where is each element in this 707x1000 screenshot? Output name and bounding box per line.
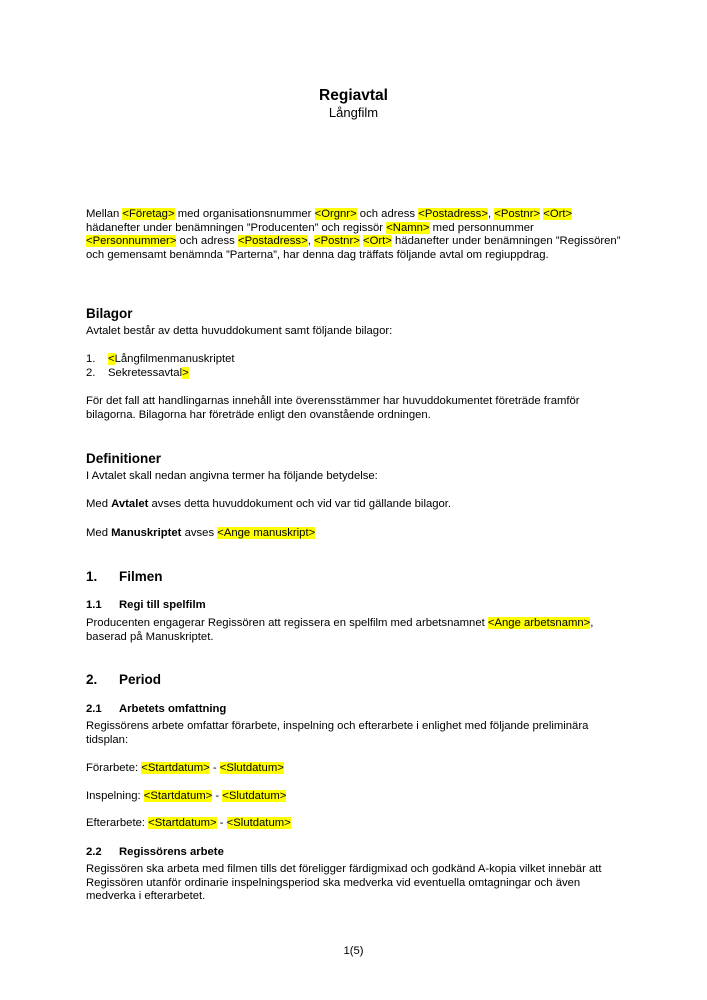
placeholder-personnummer: <Personnummer> xyxy=(86,235,177,247)
definition-manuskriptet xyxy=(86,527,626,541)
section-1 xyxy=(86,569,626,585)
text: I Avtalet skall nedan angivna termer ha följande betydelse: xyxy=(86,470,378,482)
period-efterarbete xyxy=(86,817,626,831)
text: Med xyxy=(86,498,112,510)
period-forarbete xyxy=(86,762,626,776)
section-definitioner xyxy=(86,451,626,467)
term: Manuskriptet xyxy=(111,527,182,539)
period-inspelning xyxy=(86,790,626,804)
text: , xyxy=(487,208,495,220)
heading-text: Regi till spelfilm xyxy=(119,599,206,611)
placeholder-arbetsnamn: <Ange arbetsnamn> xyxy=(487,617,591,629)
definition-avtalet xyxy=(86,498,626,512)
text: med organisationsnummer xyxy=(174,208,315,220)
heading-regi xyxy=(86,599,626,613)
text: med personnummer xyxy=(429,221,534,234)
section-2 xyxy=(86,672,626,688)
intro-paragraph xyxy=(86,208,626,262)
heading-text: Period xyxy=(119,672,162,687)
placeholder-startdatum: <Startdatum> xyxy=(148,817,217,829)
highlight: < xyxy=(108,353,115,365)
text: Avtalet består av detta huvuddokument samt följande bilagor: xyxy=(86,325,393,337)
definitioner-lead xyxy=(86,470,626,484)
highlight: > xyxy=(182,366,189,379)
section-bilagor xyxy=(86,306,626,322)
list-number: 2. xyxy=(86,366,96,379)
text: - xyxy=(216,817,227,829)
heading-period xyxy=(86,672,626,688)
heading-definitioner: Definitioner xyxy=(86,451,162,466)
text: Med xyxy=(86,527,112,539)
heading-text: Arbetets omfattning xyxy=(119,703,227,715)
placeholder-postadress-2: <Postadress> xyxy=(237,235,308,247)
heading-omfattning xyxy=(86,703,626,717)
text: och adress xyxy=(176,235,238,247)
period-label: Förarbete: xyxy=(86,762,142,774)
text: Långfilmenmanuskriptet xyxy=(114,353,235,365)
text: avses xyxy=(181,527,218,539)
text: - xyxy=(209,762,220,774)
subsection-number: 1.1 xyxy=(86,599,102,611)
text: - xyxy=(212,790,223,802)
text: hädanefter under benämningen ”Producenten” och regissör xyxy=(86,221,387,234)
text: För det fall att handlingarnas innehåll inte överensstämmer har huvuddokumentet företräde framför bilagorna. Bilagorna har företräde enligt den ovanstående ordningen. xyxy=(86,395,580,421)
heading-text: Regissörens arbete xyxy=(119,846,224,858)
text: och adress xyxy=(356,208,419,220)
section-number: 1. xyxy=(86,569,98,584)
bilagor-note xyxy=(86,395,626,422)
term: Avtalet xyxy=(111,498,149,510)
heading-regissorens-arbete xyxy=(86,846,626,860)
text: Sekretessavtal xyxy=(108,366,183,379)
placeholder-postnr: <Postnr> xyxy=(494,208,541,220)
text: Regissören ska arbeta med filmen tills det föreligger färdigmixad och godkänd A-kopia vilket innebär att Regissören utanför ordinarie inspelningsperiod ska medverka vid eventuella omtagningar och även medverka i efterarbetet. xyxy=(86,863,602,902)
subsection-number: 2.2 xyxy=(86,846,102,858)
placeholder-slutdatum: <Slutdatum> xyxy=(222,790,287,802)
placeholder-slutdatum: <Slutdatum> xyxy=(219,762,284,774)
placeholder-slutdatum: <Slutdatum> xyxy=(226,817,291,829)
subsection-2-2 xyxy=(86,846,626,860)
bilagor-lead xyxy=(86,325,626,339)
text: Regissörens arbete omfattar förarbete, inspelning och efterarbete i enlighet med följande preliminära tidsplan: xyxy=(86,720,589,746)
placeholder-postnr-2: <Postnr> xyxy=(313,235,360,247)
list-number: 1. xyxy=(86,353,96,365)
subsection-1-1 xyxy=(86,599,626,613)
title-block xyxy=(0,87,707,121)
placeholder-startdatum: <Startdatum> xyxy=(141,762,210,774)
text: Mellan xyxy=(86,208,123,220)
text: avses detta huvuddokument och vid var tid gällande bilagor. xyxy=(148,498,452,510)
placeholder-postadress: <Postadress> xyxy=(418,208,488,220)
placeholder-foretag: <Företag> xyxy=(122,208,175,220)
list-item xyxy=(86,353,626,367)
period-label: Inspelning: xyxy=(86,790,144,802)
text: , xyxy=(307,235,314,247)
text: Producenten engagerar Regissören att regissera en spelfilm med arbetsnamnet xyxy=(86,617,488,629)
placeholder-ort: <Ort> xyxy=(543,208,573,220)
document-title: Regiavtal xyxy=(319,87,388,104)
document-subtitle: Långfilm xyxy=(328,105,379,120)
text: , baserad på Manuskriptet. xyxy=(86,617,594,643)
subsection-2-2-text xyxy=(86,863,626,904)
section-number: 2. xyxy=(86,672,98,687)
text: hädanefter under benämningen ”Regissören” och gemensamt benämnda ”Parterna”, har denna dag träffats följande avtal om regiuppdrag. xyxy=(86,235,621,261)
placeholder-startdatum: <Startdatum> xyxy=(143,790,213,802)
heading-bilagor: Bilagor xyxy=(86,306,133,321)
placeholder-orgnr: <Orgnr> xyxy=(314,208,357,220)
subsection-1-1-text xyxy=(86,617,626,644)
page-number: 1(5) xyxy=(343,945,364,957)
subsection-2-1-text xyxy=(86,720,626,747)
list-item xyxy=(86,367,626,381)
placeholder-manuskript: <Ange manuskript> xyxy=(217,527,316,539)
subsection-number: 2.1 xyxy=(86,703,102,715)
subsection-2-1 xyxy=(86,703,626,717)
placeholder-ort-2: <Ort> xyxy=(362,235,392,247)
placeholder-namn: <Namn> xyxy=(386,221,430,234)
heading-text: Filmen xyxy=(119,569,163,584)
bilagor-list xyxy=(86,353,626,380)
period-label: Efterarbete: xyxy=(86,817,149,829)
heading-filmen xyxy=(86,569,626,585)
